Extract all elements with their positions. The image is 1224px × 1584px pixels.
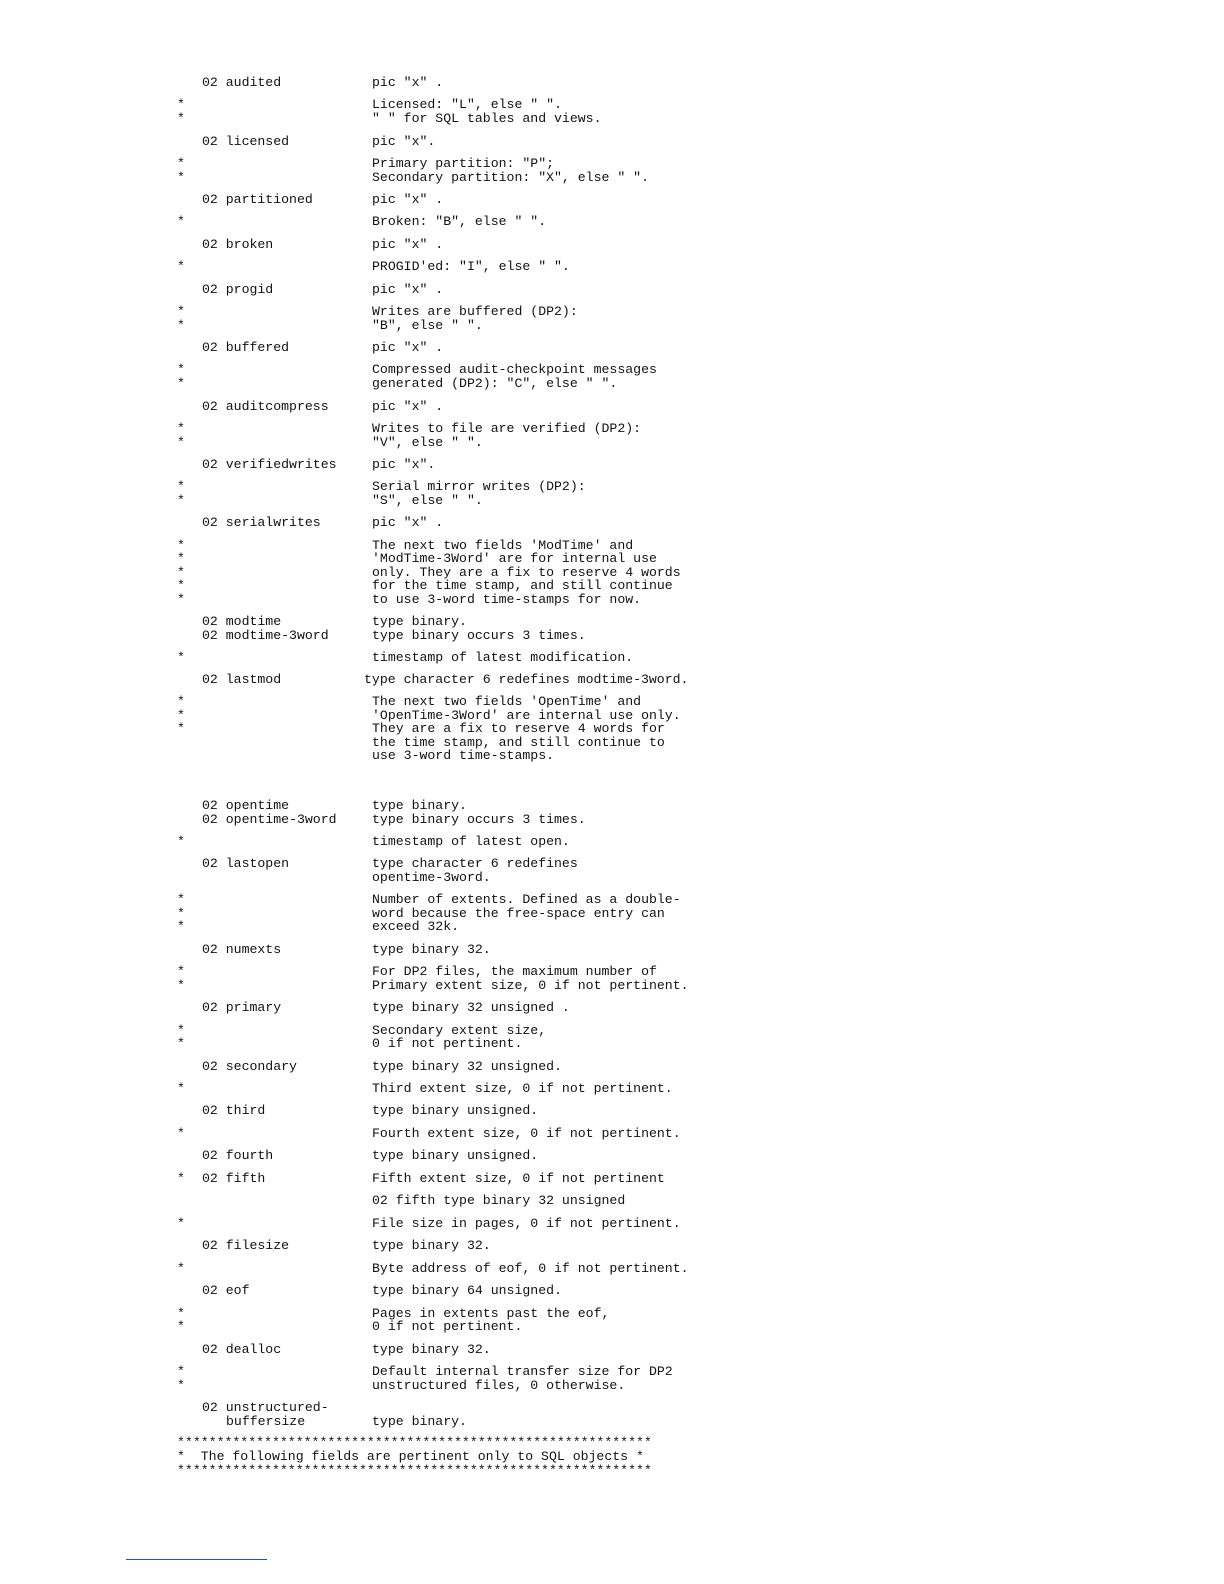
field-definition: type character 6 redefines bbox=[372, 856, 578, 871]
field-name: 02 auditcompress bbox=[202, 399, 329, 414]
comment-text: Third extent size, 0 if not pertinent. bbox=[372, 1081, 673, 1096]
comment-marker: * bbox=[177, 708, 185, 723]
field-declaration-line bbox=[0, 283, 1224, 297]
comment-marker: * bbox=[177, 906, 185, 921]
comment-marker: * bbox=[177, 1261, 185, 1276]
field-definition: type character 6 redefines modtime-3word. bbox=[364, 672, 689, 687]
field-declaration-line bbox=[0, 629, 1224, 643]
comment-marker: * bbox=[177, 964, 185, 979]
field-definition: type binary. bbox=[372, 1414, 467, 1429]
field-definition: type binary 32. bbox=[372, 942, 491, 957]
field-declaration-line bbox=[0, 1149, 1224, 1163]
field-declaration-line bbox=[0, 193, 1224, 207]
comment-marker: * bbox=[177, 578, 185, 593]
field-declaration-line bbox=[0, 1343, 1224, 1357]
field-name: 02 audited bbox=[202, 75, 282, 90]
field-name: 02 lastopen bbox=[202, 856, 290, 871]
field-declaration-line bbox=[0, 857, 1224, 871]
comment-text: only. They are a fix to reserve 4 words bbox=[372, 565, 681, 580]
comment-text: PROGID'ed: "I", else " ". bbox=[372, 259, 570, 274]
comment-marker: * bbox=[177, 156, 185, 171]
field-name: 02 fifth bbox=[202, 1171, 266, 1186]
comment-text: Byte address of eof, 0 if not pertinent. bbox=[372, 1261, 689, 1276]
comment-text: Writes to file are verified (DP2): bbox=[372, 421, 642, 436]
field-definition: type binary 32 unsigned . bbox=[372, 1000, 570, 1015]
field-name: 02 serialwrites bbox=[202, 515, 321, 530]
field-definition: pic "x" . bbox=[372, 340, 444, 355]
field-name: 02 opentime-3word bbox=[202, 812, 337, 827]
field-definition: 02 fifth type binary 32 unsigned bbox=[372, 1193, 626, 1208]
field-definition: pic "x" . bbox=[372, 282, 444, 297]
field-declaration-line bbox=[0, 1415, 1224, 1429]
comment-marker: * bbox=[177, 538, 185, 553]
field-declaration-line bbox=[0, 400, 1224, 414]
field-name: 02 licensed bbox=[202, 134, 290, 149]
field-definition: pic "x" . bbox=[372, 192, 444, 207]
field-declaration-line bbox=[0, 1104, 1224, 1118]
field-name: 02 primary bbox=[202, 1000, 282, 1015]
comment-line bbox=[0, 835, 1224, 849]
field-name: 02 verifiedwrites bbox=[202, 457, 337, 472]
comment-text: for the time stamp, and still continue bbox=[372, 578, 673, 593]
comment-line bbox=[0, 1194, 1224, 1208]
field-definition: pic "x". bbox=[372, 457, 436, 472]
comment-text: Primary partition: "P"; bbox=[372, 156, 555, 171]
field-name: 02 fourth bbox=[202, 1148, 274, 1163]
comment-text: 0 if not pertinent. bbox=[372, 1319, 523, 1334]
comment-line bbox=[0, 695, 1224, 709]
comment-text: unstructured files, 0 otherwise. bbox=[372, 1378, 626, 1393]
field-declaration-line bbox=[0, 76, 1224, 90]
comment-marker: * bbox=[177, 304, 185, 319]
comment-text: Secondary partition: "X", else " ". bbox=[372, 170, 649, 185]
comment-line bbox=[0, 480, 1224, 494]
comment-marker: * bbox=[177, 892, 185, 907]
comment-marker: * bbox=[177, 376, 185, 391]
field-definition: type binary occurs 3 times. bbox=[372, 812, 586, 827]
comment-line bbox=[0, 651, 1224, 665]
comment-line bbox=[0, 1320, 1224, 1334]
comment-text: Compressed audit-checkpoint messages bbox=[372, 362, 657, 377]
comment-marker: * bbox=[177, 1126, 185, 1141]
field-declaration-line bbox=[0, 799, 1224, 813]
field-name: 02 opentime bbox=[202, 798, 290, 813]
comment-marker: * bbox=[177, 214, 185, 229]
field-declaration-line bbox=[0, 615, 1224, 629]
field-declaration-line bbox=[0, 943, 1224, 957]
comment-text: timestamp of latest open. bbox=[372, 834, 570, 849]
field-definition: type binary 64 unsigned. bbox=[372, 1283, 562, 1298]
field-declaration-line bbox=[0, 238, 1224, 252]
comment-text: Pages in extents past the eof, bbox=[372, 1306, 610, 1321]
comment-text: For DP2 files, the maximum number of bbox=[372, 964, 657, 979]
comment-text: " " for SQL tables and views. bbox=[372, 111, 602, 126]
field-definition: pic "x". bbox=[372, 134, 436, 149]
comment-marker: * bbox=[177, 834, 185, 849]
comment-line bbox=[0, 1127, 1224, 1141]
comment-line bbox=[0, 494, 1224, 508]
comment-line bbox=[0, 422, 1224, 436]
comment-text: timestamp of latest modification. bbox=[372, 650, 634, 665]
field-name: 02 modtime-3word bbox=[202, 628, 329, 643]
field-declaration-line bbox=[0, 673, 1224, 687]
comment-marker: * bbox=[177, 362, 185, 377]
field-declaration-line bbox=[0, 135, 1224, 149]
comment-line bbox=[0, 215, 1224, 229]
comment-line bbox=[0, 260, 1224, 274]
field-declaration-line bbox=[0, 341, 1224, 355]
comment-line bbox=[0, 319, 1224, 333]
field-definition: pic "x" . bbox=[372, 399, 444, 414]
comment-text: Writes are buffered (DP2): bbox=[372, 304, 578, 319]
comment-text: 'OpenTime-3Word' are internal use only. bbox=[372, 708, 681, 723]
comment-text: Primary extent size, 0 if not pertinent. bbox=[372, 978, 689, 993]
comment-line bbox=[0, 1379, 1224, 1393]
comment-text: "B", else " ". bbox=[372, 318, 483, 333]
comment-text: File size in pages, 0 if not pertinent. bbox=[372, 1216, 681, 1231]
comment-marker: * bbox=[177, 1364, 185, 1379]
comment-marker: * bbox=[177, 978, 185, 993]
field-definition: type binary occurs 3 times. bbox=[372, 628, 586, 643]
comment-line bbox=[0, 965, 1224, 979]
comment-text: Default internal transfer size for DP2 bbox=[372, 1364, 673, 1379]
field-name: 02 progid bbox=[202, 282, 274, 297]
field-declaration-line bbox=[0, 1401, 1224, 1415]
field-name: 02 eof bbox=[202, 1283, 250, 1298]
field-name: 02 third bbox=[202, 1103, 266, 1118]
field-declaration-line bbox=[0, 813, 1224, 827]
field-name: 02 broken bbox=[202, 237, 274, 252]
field-definition: pic "x" . bbox=[372, 237, 444, 252]
footnote-divider bbox=[126, 1559, 267, 1560]
field-declaration-line bbox=[0, 1284, 1224, 1298]
comment-line bbox=[0, 593, 1224, 607]
comment-marker: * bbox=[177, 170, 185, 185]
field-definition: Fifth extent size, 0 if not pertinent bbox=[372, 1171, 665, 1186]
comment-text: "S", else " ". bbox=[372, 493, 483, 508]
field-name: 02 partitioned bbox=[202, 192, 313, 207]
field-definition: the time stamp, and still continue to bbox=[372, 735, 665, 750]
comment-line bbox=[0, 893, 1224, 907]
comment-text: Fourth extent size, 0 if not pertinent. bbox=[372, 1126, 681, 1141]
comment-line bbox=[0, 1082, 1224, 1096]
comment-marker: * bbox=[177, 493, 185, 508]
comment-line bbox=[0, 1037, 1224, 1051]
comment-line bbox=[0, 377, 1224, 391]
comment-marker: * bbox=[177, 1306, 185, 1321]
comment-text: They are a fix to reserve 4 words for bbox=[372, 721, 665, 736]
field-definition: type binary. bbox=[372, 614, 467, 629]
field-name: 02 filesize bbox=[202, 1238, 290, 1253]
field-declaration-line bbox=[0, 1239, 1224, 1253]
comment-marker: * bbox=[177, 111, 185, 126]
comment-marker: * bbox=[177, 551, 185, 566]
field-declaration-line bbox=[0, 458, 1224, 472]
comment-marker: * bbox=[177, 565, 185, 580]
field-name: 02 buffered bbox=[202, 340, 290, 355]
banner-text: * The following fields are pertinent only to SQL objects * bbox=[177, 1450, 644, 1464]
comment-line bbox=[0, 736, 1224, 750]
comment-text: to use 3-word time-stamps for now. bbox=[372, 592, 642, 607]
comment-text: Number of extents. Defined as a double- bbox=[372, 892, 681, 907]
comment-marker: * bbox=[177, 1171, 185, 1186]
field-definition: type binary unsigned. bbox=[372, 1148, 539, 1163]
comment-marker: * bbox=[177, 479, 185, 494]
comment-line bbox=[0, 305, 1224, 319]
comment-text: word because the free-space entry can bbox=[372, 906, 665, 921]
field-name: 02 lastmod bbox=[202, 672, 282, 687]
comment-marker: * bbox=[177, 259, 185, 274]
field-name: 02 unstructured- bbox=[202, 1400, 329, 1415]
comment-line bbox=[0, 112, 1224, 126]
field-declaration-line bbox=[0, 1001, 1224, 1015]
comment-line bbox=[0, 871, 1224, 885]
comment-text: generated (DP2): "C", else " ". bbox=[372, 376, 618, 391]
comment-marker: * bbox=[177, 650, 185, 665]
comment-marker: * bbox=[177, 435, 185, 450]
comment-marker: * bbox=[177, 1036, 185, 1051]
field-definition: pic "x" . bbox=[372, 515, 444, 530]
field-name: buffersize bbox=[226, 1414, 306, 1429]
comment-text: Serial mirror writes (DP2): bbox=[372, 479, 586, 494]
comment-marker: * bbox=[177, 592, 185, 607]
comment-marker: * bbox=[177, 421, 185, 436]
comment-line bbox=[0, 1365, 1224, 1379]
field-definition: pic "x" . bbox=[372, 75, 444, 90]
comment-line bbox=[0, 98, 1224, 112]
field-name: 02 modtime bbox=[202, 614, 282, 629]
comment-text: Secondary extent size, bbox=[372, 1023, 547, 1038]
field-definition: type binary 32. bbox=[372, 1342, 491, 1357]
comment-text: 0 if not pertinent. bbox=[372, 1036, 523, 1051]
comment-line bbox=[0, 722, 1224, 736]
comment-line bbox=[0, 920, 1224, 934]
comment-line bbox=[0, 749, 1224, 763]
banner-bottom-rule: ************************************************************ bbox=[177, 1464, 652, 1478]
comment-marker: * bbox=[177, 1023, 185, 1038]
field-definition: type binary 32. bbox=[372, 1238, 491, 1253]
comment-line bbox=[0, 579, 1224, 593]
comment-text: 'ModTime-3Word' are for internal use bbox=[372, 551, 657, 566]
field-definition: use 3-word time-stamps. bbox=[372, 748, 555, 763]
comment-marker: * bbox=[177, 721, 185, 736]
comment-line bbox=[0, 157, 1224, 171]
comment-marker: * bbox=[177, 1216, 185, 1231]
comment-marker: * bbox=[177, 97, 185, 112]
field-definition: opentime-3word. bbox=[372, 870, 491, 885]
comment-text: "V", else " ". bbox=[372, 435, 483, 450]
comment-line bbox=[0, 552, 1224, 566]
comment-text: Broken: "B", else " ". bbox=[372, 214, 547, 229]
field-definition: type binary unsigned. bbox=[372, 1103, 539, 1118]
comment-marker: * bbox=[177, 1319, 185, 1334]
field-name: 02 secondary bbox=[202, 1059, 297, 1074]
field-declaration-line bbox=[0, 516, 1224, 530]
comment-line bbox=[0, 436, 1224, 450]
field-definition: type binary 32 unsigned. bbox=[372, 1059, 562, 1074]
comment-line bbox=[0, 1217, 1224, 1231]
field-name: 02 numexts bbox=[202, 942, 282, 957]
comment-text: The next two fields 'OpenTime' and bbox=[372, 694, 642, 709]
comment-text: Licensed: "L", else " ". bbox=[372, 97, 562, 112]
comment-line bbox=[0, 979, 1224, 993]
comment-marker: * bbox=[177, 318, 185, 333]
comment-text: The next two fields 'ModTime' and bbox=[372, 538, 634, 553]
comment-marker: * bbox=[177, 919, 185, 934]
comment-marker: * bbox=[177, 1081, 185, 1096]
banner-top-rule: ************************************************************ bbox=[177, 1436, 652, 1450]
field-declaration-line bbox=[0, 1172, 1224, 1186]
field-declaration-line bbox=[0, 1060, 1224, 1074]
comment-line bbox=[0, 363, 1224, 377]
comment-text: exceed 32k. bbox=[372, 919, 460, 934]
field-name: 02 dealloc bbox=[202, 1342, 282, 1357]
field-definition: type binary. bbox=[372, 798, 467, 813]
comment-line bbox=[0, 171, 1224, 185]
comment-line bbox=[0, 1262, 1224, 1276]
comment-marker: * bbox=[177, 694, 185, 709]
comment-marker: * bbox=[177, 1378, 185, 1393]
